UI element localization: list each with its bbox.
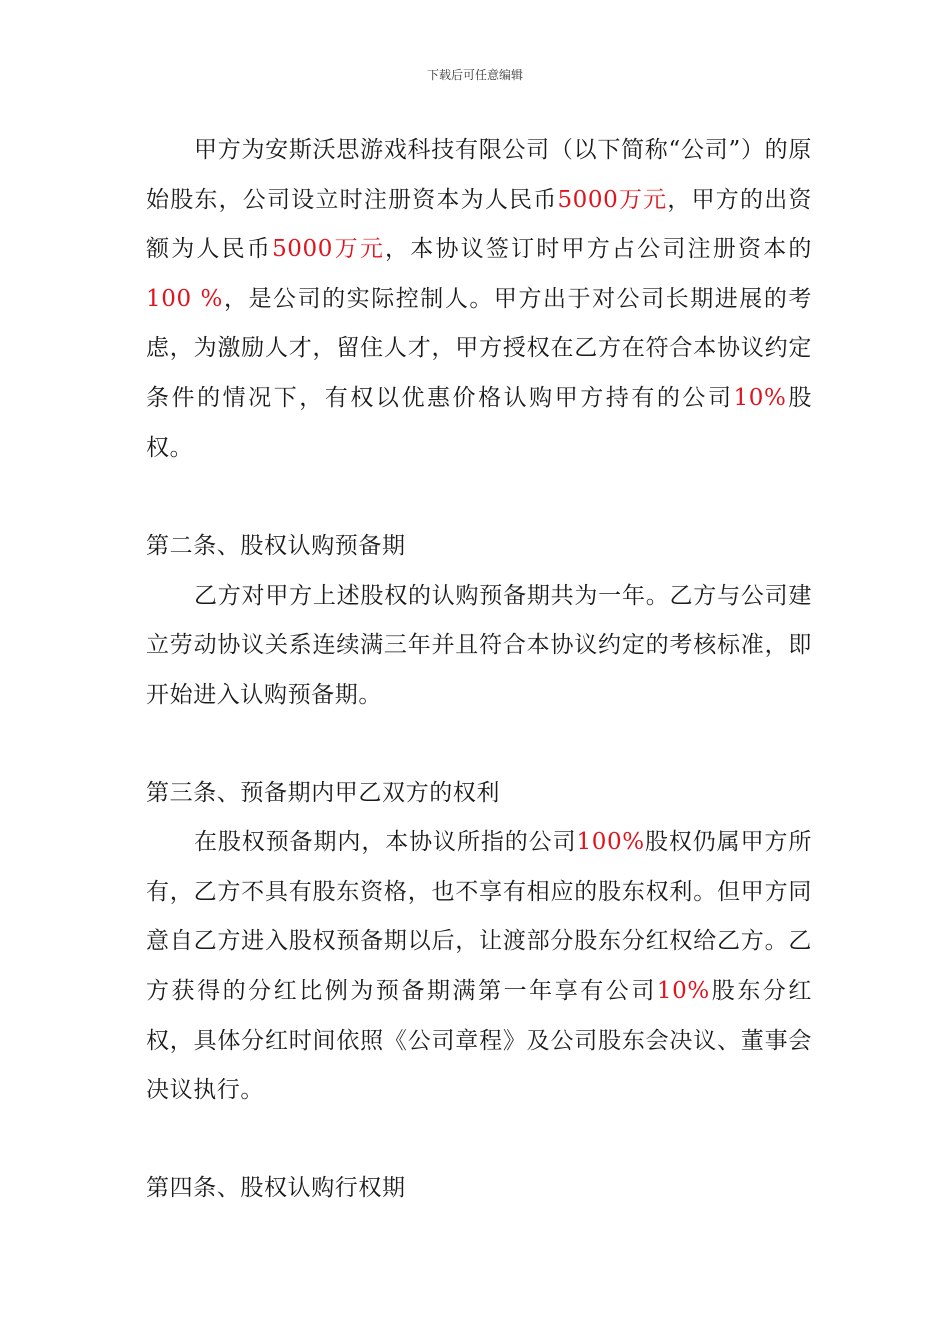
article-3-body bbox=[146, 818, 812, 1116]
section-spacer bbox=[146, 1116, 812, 1164]
intro-text-4: ，是公司的实际控制人。甲方出于对公司长期进展的考虑，为激励人才，留住人才，甲方授权在乙方在符合本协议约定条件的情况下，有权以优惠价格认购甲方持有的公司 bbox=[146, 285, 812, 411]
intro-paragraph bbox=[146, 126, 812, 473]
document-body bbox=[146, 126, 812, 1213]
contribution-value: 5000万元 bbox=[272, 236, 386, 263]
intro-text-2: ，甲方的出资额为人民币 bbox=[146, 186, 813, 263]
article-3-title: 第三条、预备期内甲乙双方的权利 bbox=[146, 779, 500, 806]
section-spacer bbox=[146, 473, 812, 522]
article-3-text-3: 股东分红权，具体分红时间依照《公司章程》及公司股东会决议、董事会决议执行。 bbox=[146, 977, 813, 1104]
intro-text-3: ，本协议签订时甲方占公司注册资本的 bbox=[385, 236, 813, 263]
ownership-percent-value: 100 % bbox=[146, 285, 224, 312]
intro-text-1: 甲方为安斯沃思游戏科技有限公司（以下简称“公司”）的原始股东，公司设立时注册资本为人民币 bbox=[146, 137, 812, 213]
article-2-title: 第二条、股权认购预备期 bbox=[146, 533, 406, 560]
intro-text-5: 股权。 bbox=[146, 384, 812, 461]
article-3-text-1: 在股权预备期内，本协议所指的公司 bbox=[194, 829, 577, 856]
page-header-note: 下载后可任意编辑 bbox=[426, 68, 523, 82]
registered-capital-value: 5000万元 bbox=[557, 186, 668, 213]
article-2-body: 乙方对甲方上述股权的认购预备期共为一年。乙方与公司建立劳动协议关系连续满三年并且符合本协议约定的考核标准，即开始进入认购预备期。 bbox=[146, 582, 812, 708]
subscription-percent-value: 10% bbox=[733, 384, 787, 411]
dividend-percent-value: 10% bbox=[656, 977, 710, 1004]
equity-percent-value: 100% bbox=[576, 829, 645, 856]
section-spacer bbox=[146, 721, 812, 769]
article-4-title: 第四条、股权认购行权期 bbox=[146, 1174, 406, 1201]
article-3-text-2: 股权仍属甲方所有，乙方不具有股东资格，也不享有相应的股东权利。但甲方同意自乙方进入股权预备期以后，让渡部分股东分红权给乙方。乙方获得的分红比例为预备期满第一年享有公司 bbox=[146, 829, 812, 1004]
